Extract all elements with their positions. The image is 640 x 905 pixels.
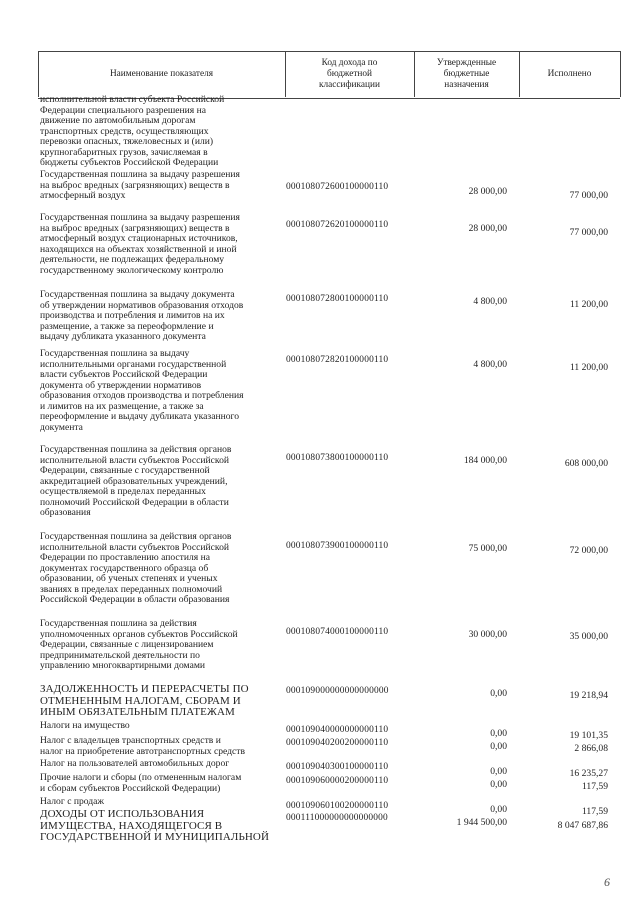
row-name: Налоги на имущество (40, 720, 130, 731)
row-code: 000108073900100000110 (286, 541, 389, 551)
row-code: 000109040000000000110 (286, 725, 389, 735)
row-executed: 16 235,27 (569, 768, 608, 779)
column-divider (620, 51, 621, 97)
header-executed-label: Исполнено (547, 68, 592, 79)
row-approved: 4 800,00 (473, 296, 507, 307)
row-executed: 77 000,00 (569, 227, 608, 238)
row-code: 000109040200200000110 (286, 738, 389, 748)
header-code-column (285, 51, 414, 97)
header-name-column (38, 51, 285, 97)
row-approved: 75 000,00 (468, 543, 507, 554)
row-name: Государственная пошлина за выдачу разрешения на выброс вредных (загрязняющих) веществ в атмосферный воздух стационарных источников, находящихся на объектах хозяйственной и иной деятельности, не подлежащих федеральному государственному экологическому контролю (40, 212, 240, 276)
row-name: Государственная пошлина за действия органов исполнительной власти субъектов Российской Федерации по проставлению апостиля на документах государственного образца об образовании, об ученых степенях и ученых званиях в пределах переданных полномочий Российской Федерации в области образования (40, 531, 232, 606)
header-approved-column (414, 51, 519, 97)
row-executed: 19 218,94 (569, 690, 608, 701)
row-executed: 8 047 687,86 (557, 820, 608, 831)
row-name: ДОХОДЫ ОТ ИСПОЛЬЗОВАНИЯ ИМУЩЕСТВА, НАХОДЯЩЕГОСЯ В ГОСУДАРСТВЕННОЙ И МУНИЦИПАЛЬНОЙ (40, 808, 270, 843)
row-approved: 0,00 (490, 728, 507, 739)
row-approved: 4 800,00 (473, 359, 507, 370)
header-approved-label-line: назначения (444, 79, 489, 90)
row-approved: 0,00 (490, 766, 507, 777)
row-approved: 0,00 (490, 688, 507, 699)
page-number: 6 (604, 875, 610, 889)
row-approved: 0,00 (490, 741, 507, 752)
row-code: 000108074000100000110 (286, 627, 389, 637)
row-name: Прочие налоги и сборы (по отмененным налогам и сборам субъектов Российской Федерации) (40, 772, 242, 794)
row-name: ЗАДОЛЖЕННОСТЬ И ПЕРЕРАСЧЕТЫ ПО ОТМЕНЕННЫМ НАЛОГАМ, СБОРАМ И ИНЫМ ОБЯЗАТЕЛЬНЫМ ПЛАТЕЖАМ (40, 683, 249, 718)
row-approved: 30 000,00 (468, 629, 507, 640)
header-code-label-line: классификации (319, 79, 380, 90)
row-executed: 117,59 (581, 781, 608, 792)
header-approved-label-line: Утвержденные (436, 57, 497, 68)
row-approved: 1 944 500,00 (456, 817, 507, 828)
row-name: Государственная пошлина за действия органов исполнительной власти субъектов Российской Федерации, связанные с государственной аккредитацией образовательных учреждений, осуществляемой в пределах переданных полномочий Российской Федерации в области образования (40, 444, 232, 519)
row-code: 000111000000000000000 (286, 813, 388, 823)
row-executed: 77 000,00 (569, 190, 608, 201)
row-executed: 11 200,00 (569, 362, 608, 373)
row-executed: 19 101,35 (569, 730, 608, 741)
row-code: 000108072600100000110 (286, 182, 389, 192)
row-name: Государственная пошлина за выдачу исполнительными органами государственной власти субъектов Российской Федерации документа об утверждении нормативов образования отходов производства и потребления и лимитов на их размещение, а также за переоформление и выдачу дубликата указанного документа (40, 348, 244, 433)
header-approved-label-line: бюджетные (443, 68, 490, 79)
row-code: 000108072800100000110 (286, 294, 389, 304)
header-code-label-line: бюджетной (326, 68, 373, 79)
header-executed-column (519, 51, 620, 97)
row-name: Налог с владельцев транспортных средств и налог на приобретение автотранспортных средств (40, 735, 246, 757)
row-name: Государственная пошлина за выдачу разрешения на выброс вредных (загрязняющих) веществ в атмосферный воздух (40, 169, 240, 202)
header-name-label: Наименование показателя (109, 68, 214, 79)
row-code: 000109040300100000110 (286, 762, 389, 772)
row-executed: 11 200,00 (569, 299, 608, 310)
row-code: 000109000000000000000 (286, 686, 389, 696)
row-approved: 184 000,00 (463, 455, 507, 466)
row-executed: 35 000,00 (569, 631, 608, 642)
row-name: Налог на пользователей автомобильных дорог (40, 758, 230, 769)
row-executed: 2 866,08 (574, 743, 608, 754)
header-code-label-line: Код дохода по (321, 57, 378, 68)
row-approved: 28 000,00 (468, 186, 507, 197)
row-code: 000108072620100000110 (286, 220, 389, 230)
row-name: Государственная пошлина за выдачу документа об утверждении нормативов образования отходов производства и потребления и лимитов на их размещение, а также за переоформление и выдачу дубликата указанного документа (40, 289, 244, 343)
row-code: 000108073800100000110 (286, 453, 389, 463)
row-name: Налог с продаж (40, 796, 105, 807)
row-name: Государственная пошлина за действия уполномоченных органов субъектов Российской Федерации, связанные с лицензированием предпринимательской деятельности по управлению многоквартирными домами (40, 618, 238, 672)
row-executed: 117,59 (581, 806, 608, 817)
row-approved: 0,00 (490, 779, 507, 790)
row-code: 000108072820100000110 (286, 355, 389, 365)
row-code: 000109060000200000110 (286, 776, 389, 786)
row-approved: 0,00 (490, 804, 507, 815)
row-executed: 608 000,00 (564, 458, 608, 469)
row-executed: 72 000,00 (569, 545, 608, 556)
row-approved: 28 000,00 (468, 223, 507, 234)
row-name: исполнительной власти субъекта Российской Федерации специального разрешения на движение по автомобильным дорогам транспортных средств, осуществляющих перевозки опасных, тяжеловесных и (или) крупногабаритных грузов, зачисляемая в бюджеты субъектов Российской Федерации (40, 94, 225, 169)
row-code: 000109060100200000110 (286, 801, 389, 811)
